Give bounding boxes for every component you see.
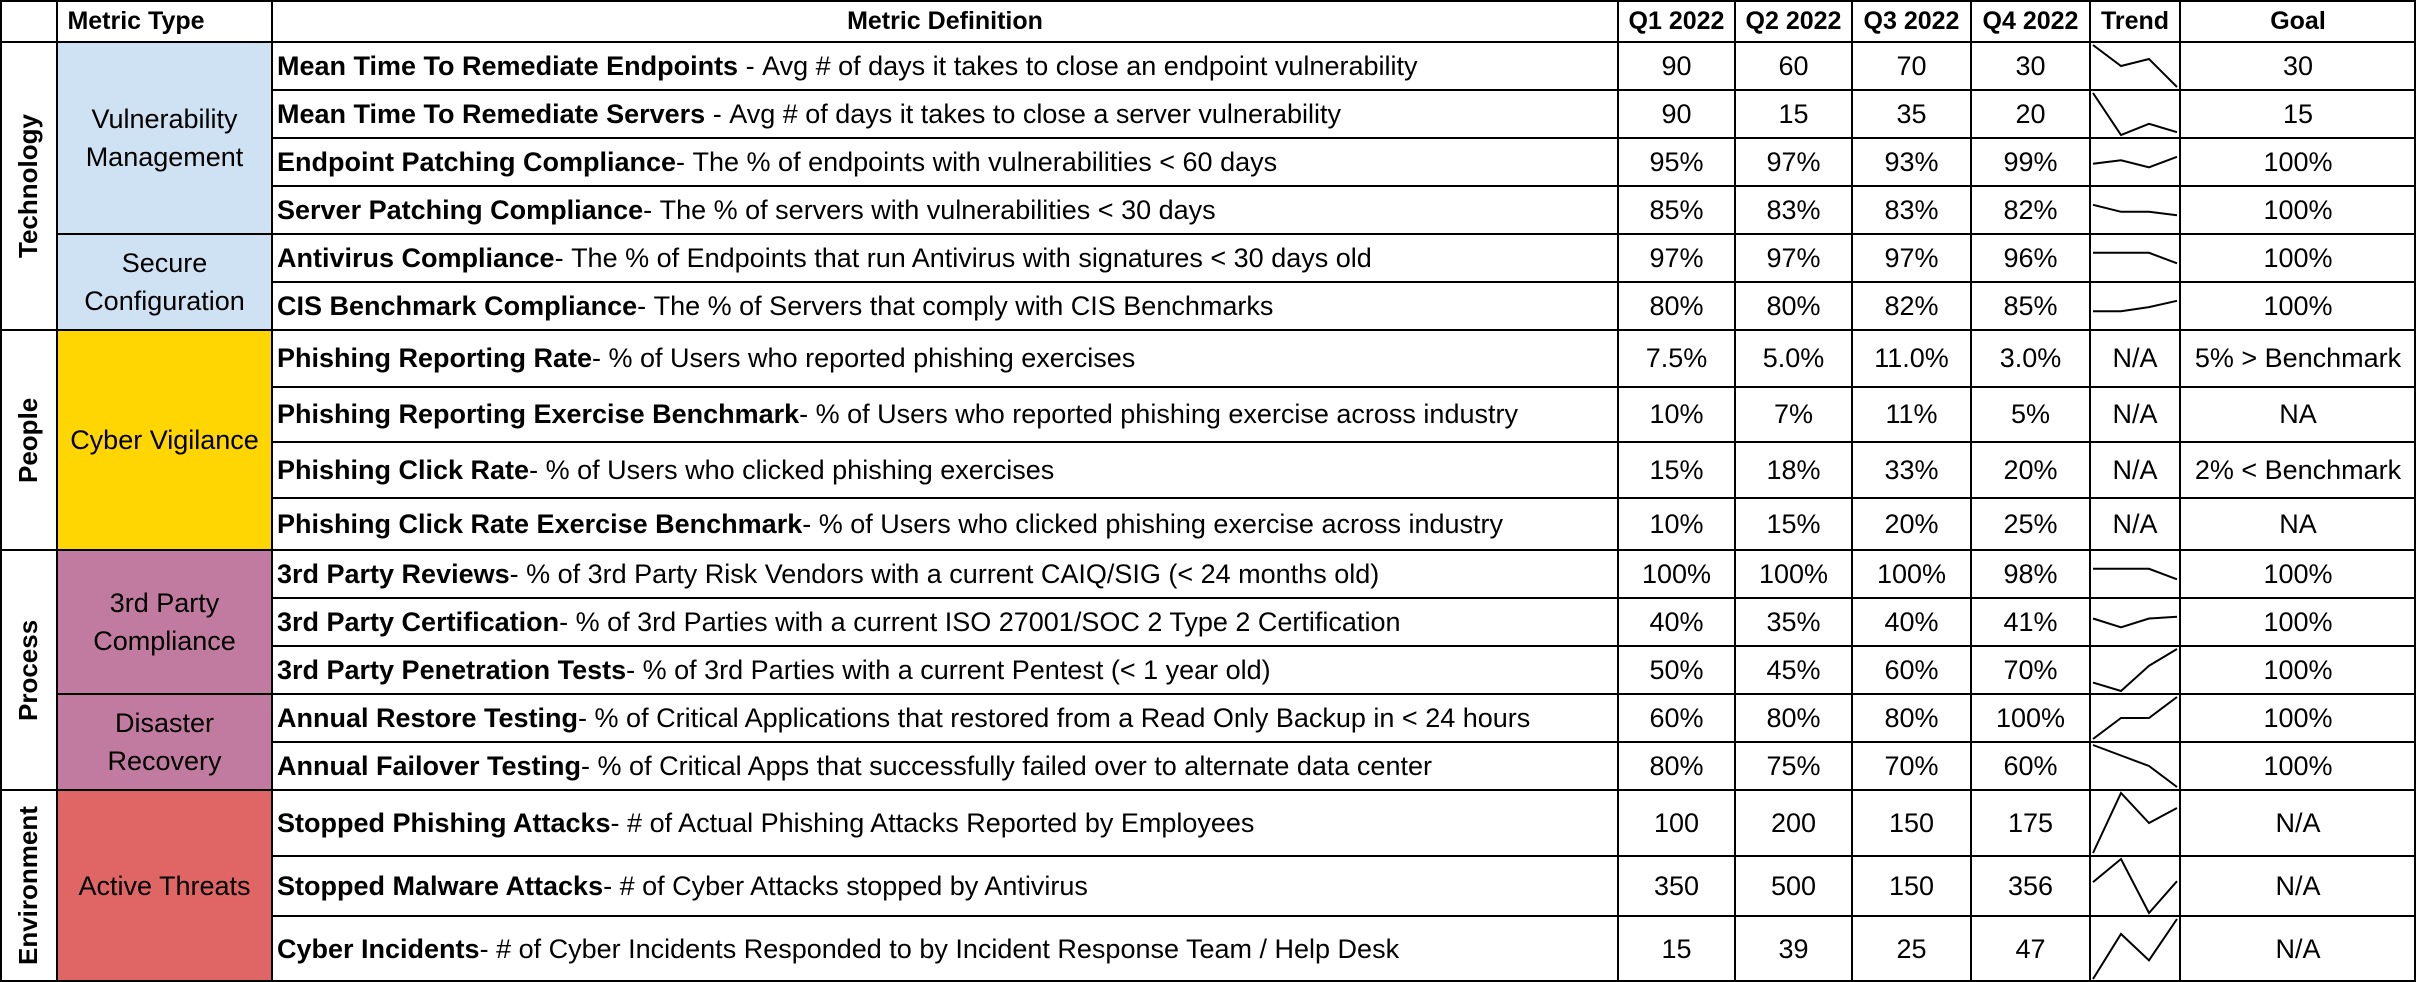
value-q4-2022: 100% [1995,702,2066,733]
metric-separator: - [738,50,763,81]
metric-description: # of Cyber Attacks stopped by Antivirus [619,870,1088,901]
value-q3-2022: 100% [1876,558,1947,589]
grid-line [0,329,2416,332]
value-q3-2022: 82% [1884,290,1939,321]
category-label: Technology [13,114,43,258]
goal-cell: N/A [2275,933,2321,964]
grid-line [272,386,2416,388]
metric-definition-cell [272,694,1618,742]
header-q2-2022: Q2 2022 [1745,6,1842,35]
metric-separator: - [554,242,572,273]
value-q4-2022: 96% [2003,242,2058,273]
grid-line [2179,0,2181,982]
metric-separator: - [578,702,595,733]
value-q1-2022: 350 [1653,870,1700,901]
metric-definition-cell [272,282,1618,330]
metric-separator: - [529,454,546,485]
value-q3-2022: 35 [1896,98,1927,129]
metric-name: Server Patching Compliance [277,194,644,225]
metric-definition-cell [272,742,1618,790]
trend-sparkline [2093,601,2177,643]
value-q1-2022: 80% [1649,750,1704,781]
metric-description: The % of Servers that comply with CIS Benchmarks [653,290,1274,321]
grid-line [0,549,2416,552]
grid-line [272,741,2416,743]
grid-line [272,137,2416,139]
metric-separator: - [592,343,609,373]
value-q1-2022: 15 [1661,933,1692,964]
trend-sparkline [2093,697,2177,739]
grid-line [272,89,2416,91]
trend-sparkline [2093,553,2177,595]
subcategory-label: Disaster Recovery [57,694,272,790]
value-q3-2022: 70% [1884,750,1939,781]
value-q1-2022: 97% [1649,242,1704,273]
value-q2-2022: 100% [1758,558,1829,589]
metric-definition-cell [272,42,1618,90]
subcategory-label: 3rd Party Compliance [57,550,272,694]
trend-sparkline-line [2093,205,2177,216]
trend-sparkline [2093,141,2177,183]
metric-description: The % of endpoints with vulnerabilities < 60 days [692,146,1278,177]
grid-line [1734,0,1736,982]
header-q1-2022: Q1 2022 [1628,6,1725,35]
value-q4-2022: 25% [2003,508,2058,539]
value-q4-2022: 175 [2007,807,2054,838]
goal-cell: 100% [2263,242,2333,273]
value-q3-2022: 70 [1896,50,1927,81]
value-q3-2022: 150 [1888,807,1935,838]
value-q2-2022: 35% [1766,606,1821,637]
value-q1-2022: 10% [1649,399,1704,429]
grid-line [0,41,2416,43]
metric-separator: - [559,606,576,637]
header-goal: Goal [2270,6,2326,35]
subcategory-label: Active Threats [57,790,272,982]
value-q3-2022: 40% [1884,606,1939,637]
metric-separator: - [610,807,628,838]
value-q3-2022: 80% [1884,702,1939,733]
value-q4-2022: 47 [2015,933,2046,964]
trend-sparkline-line [2093,649,2177,691]
grid-line [57,693,272,695]
grid-line [272,645,2416,647]
value-q4-2022: 20% [2003,454,2058,485]
metric-definition-cell [272,387,1618,442]
trend-sparkline [2093,793,2177,853]
trend-sparkline-line [2093,301,2177,312]
metric-name: Phishing Click Rate Exercise Benchmark [277,508,803,539]
value-q2-2022: 60 [1778,50,1809,81]
metric-name: Phishing Reporting Exercise Benchmark [277,399,800,429]
goal-cell: 100% [2263,750,2333,781]
value-q1-2022: 100 [1653,807,1700,838]
value-q3-2022: 11.0% [1874,343,1949,373]
trend-sparkline-line [2093,93,2177,135]
metric-name: Phishing Reporting Rate [277,343,593,373]
grid-line [2089,0,2091,982]
metric-description: Avg # of days it takes to close an endpoint vulnerability [762,50,1418,81]
metric-name: Cyber Incidents [277,933,480,964]
metric-separator: - [637,290,654,321]
value-q4-2022: 30 [2015,50,2046,81]
value-q4-2022: 5% [2010,399,2051,429]
value-q3-2022: 60% [1884,654,1939,685]
trend-sparkline [2093,859,2177,913]
trend-sparkline [2093,649,2177,691]
value-q2-2022: 83% [1766,194,1821,225]
goal-cell: 100% [2263,194,2333,225]
value-q1-2022: 7.5% [1645,343,1708,373]
value-q4-2022: 356 [2007,870,2054,901]
grid-line [0,0,2416,2]
metric-description: # of Actual Phishing Attacks Reported by Employees [627,807,1255,838]
metric-description: The % of servers with vulnerabilities < 30 days [659,194,1216,225]
metric-name: Antivirus Compliance [277,242,555,273]
metric-description: % of Users who reported phishing exercises [608,343,1136,373]
value-q2-2022: 97% [1766,146,1821,177]
value-q4-2022: 99% [2003,146,2058,177]
goal-cell: 100% [2263,146,2333,177]
value-q3-2022: 33% [1884,454,1939,485]
metric-name: 3rd Party Certification [277,606,560,637]
metric-description: % of Users who clicked phishing exercise across industry [818,508,1504,539]
grid-line [1617,0,1619,982]
value-q1-2022: 50% [1649,654,1704,685]
metric-separator: - [603,870,620,901]
value-q2-2022: 80% [1766,290,1821,321]
value-q1-2022: 80% [1649,290,1704,321]
metric-separator: - [643,194,660,225]
metric-description: Avg # of days it takes to close a server vulnerability [729,98,1341,129]
metric-definition-cell [272,598,1618,646]
trend-sparkline-line [2093,157,2177,168]
category-label: People [13,397,43,483]
metric-definition-cell [272,330,1618,387]
metric-definition-cell [272,90,1618,138]
trend-sparkline [2093,745,2177,787]
metric-description: % of Users who reported phishing exercise across industry [815,399,1518,429]
metric-name: Stopped Malware Attacks [277,870,604,901]
metric-description: # of Cyber Incidents Responded to by Incident Response Team / Help Desk [496,933,1400,964]
trend-sparkline-line [2093,697,2177,739]
goal-cell: NA [2279,399,2317,429]
value-q1-2022: 60% [1649,702,1704,733]
metric-definition-cell [272,498,1618,550]
trend-sparkline-line [2093,793,2177,853]
metric-description: % of Critical Apps that successfully failed over to alternate data center [597,750,1432,781]
header-trend: Trend [2100,6,2170,35]
metric-separator: - [676,146,693,177]
metric-definition-cell [272,856,1618,916]
grid-line [272,597,2416,599]
value-q4-2022: 70% [2003,654,2058,685]
metric-separator: - [479,933,497,964]
value-q1-2022: 10% [1649,508,1704,539]
trend-sparkline [2093,45,2177,87]
value-q3-2022: 97% [1884,242,1939,273]
trend-sparkline-line [2093,253,2177,263]
grid-line [272,233,2416,235]
trend-sparkline [2093,93,2177,135]
grid-line [0,0,2,982]
category-label: Environment [13,806,43,966]
grid-line [272,441,2416,443]
grid-line [272,855,2416,857]
value-q1-2022: 40% [1649,606,1704,637]
subcategory-label: Secure Configuration [57,234,272,330]
metric-description: The % of Endpoints that run Antivirus with signatures < 30 days old [571,242,1372,273]
value-q3-2022: 25 [1896,933,1927,964]
metric-definition-cell [272,442,1618,498]
trend-sparkline [2093,285,2177,327]
grid-line [272,497,2416,499]
goal-cell: 100% [2263,558,2333,589]
grid-line [272,281,2416,283]
value-q1-2022: 90 [1661,98,1692,129]
category-label: Process [13,619,43,721]
value-q1-2022: 95% [1649,146,1704,177]
grid-line [56,0,58,982]
value-q2-2022: 80% [1766,702,1821,733]
header-metric-definition: Metric Definition [847,6,1043,35]
trend-sparkline-line [2093,569,2177,580]
value-q4-2022: 60% [2003,750,2058,781]
metric-name: CIS Benchmark Compliance [277,290,638,321]
trend-cell: N/A [2112,454,2158,485]
trend-sparkline-line [2093,919,2177,979]
goal-cell: 5% > Benchmark [2194,343,2402,373]
grid-line [1851,0,1853,982]
trend-sparkline-line [2093,617,2177,628]
goal-cell: N/A [2275,807,2321,838]
metric-separator: - [626,654,643,685]
metric-description: % of 3rd Parties with a current Pentest (< 1 year old) [642,654,1271,685]
metric-separator: - [509,558,527,589]
goal-cell: 2% < Benchmark [2194,454,2402,485]
header-q4-2022: Q4 2022 [1982,6,2079,35]
trend-sparkline [2093,189,2177,231]
metric-name: Annual Failover Testing [277,750,582,781]
trend-sparkline [2093,237,2177,279]
trend-cell: N/A [2112,508,2158,539]
grid-line [0,789,2416,792]
metric-separator: - [705,98,730,129]
value-q4-2022: 98% [2003,558,2058,589]
value-q2-2022: 200 [1770,807,1817,838]
metric-definition-cell [272,916,1618,982]
value-q3-2022: 93% [1884,146,1939,177]
header-q3-2022: Q3 2022 [1863,6,1960,35]
grid-line [272,185,2416,187]
goal-cell: NA [2279,508,2317,539]
metric-definition-cell [272,646,1618,694]
grid-line [57,233,272,235]
metric-name: 3rd Party Penetration Tests [277,654,627,685]
metric-name: 3rd Party Reviews [277,558,510,589]
metric-name: Stopped Phishing Attacks [277,807,611,838]
subcategory-label: Vulnerability Management [57,42,272,234]
grid-line [272,915,2416,917]
metric-name: Mean Time To Remediate Endpoints [277,50,739,81]
trend-sparkline-line [2093,745,2177,787]
value-q4-2022: 20 [2015,98,2046,129]
goal-cell: 30 [2282,50,2314,81]
grid-line [272,693,2416,695]
trend-cell: N/A [2112,343,2158,373]
value-q4-2022: 41% [2003,606,2058,637]
trend-sparkline [2093,919,2177,979]
trend-sparkline-line [2093,859,2177,913]
goal-cell: 100% [2263,702,2333,733]
grid-line [271,0,273,982]
value-q2-2022: 15% [1766,508,1821,539]
goal-cell: 100% [2263,654,2333,685]
value-q3-2022: 83% [1884,194,1939,225]
grid-line [1970,0,1972,982]
metric-definition-cell [272,550,1618,598]
value-q3-2022: 150 [1888,870,1935,901]
value-q3-2022: 20% [1884,508,1939,539]
metric-separator: - [581,750,598,781]
value-q1-2022: 100% [1641,558,1712,589]
trend-cell: N/A [2112,399,2158,429]
value-q4-2022: 85% [2003,290,2058,321]
value-q4-2022: 82% [2003,194,2058,225]
value-q2-2022: 15 [1778,98,1809,129]
metric-definition-cell [272,234,1618,282]
metric-description: % of Critical Applications that restored from a Read Only Backup in < 24 hours [594,702,1531,733]
goal-cell: N/A [2275,870,2321,901]
metric-definition-cell [272,138,1618,186]
value-q2-2022: 500 [1770,870,1817,901]
goal-cell: 100% [2263,606,2333,637]
value-q2-2022: 75% [1766,750,1821,781]
metric-definition-cell [272,790,1618,856]
metric-description: % of Users who clicked phishing exercises [545,454,1055,485]
value-q3-2022: 11% [1885,399,1938,429]
value-q2-2022: 7% [1773,399,1814,429]
value-q2-2022: 18% [1766,454,1821,485]
metric-definition-cell [272,186,1618,234]
goal-cell: 100% [2263,290,2333,321]
value-q2-2022: 39 [1778,933,1809,964]
metric-name: Phishing Click Rate [277,454,530,485]
header-metric-type: Metric Type [67,6,205,35]
subcategory-label: Cyber Vigilance [57,330,272,550]
trend-sparkline-line [2093,45,2177,87]
metric-name: Annual Restore Testing [277,702,579,733]
value-q2-2022: 45% [1766,654,1821,685]
goal-cell: 15 [2282,98,2314,129]
metric-description: % of 3rd Parties with a current ISO 27001/SOC 2 Type 2 Certification [575,606,1401,637]
value-q2-2022: 97% [1766,242,1821,273]
value-q1-2022: 15% [1649,454,1704,485]
metric-separator: - [799,399,816,429]
value-q2-2022: 5.0% [1762,343,1825,373]
metric-name: Endpoint Patching Compliance [277,146,677,177]
metric-separator: - [802,508,819,539]
metric-name: Mean Time To Remediate Servers [277,98,706,129]
metric-description: % of 3rd Party Risk Vendors with a current CAIQ/SIG (< 24 months old) [526,558,1380,589]
value-q1-2022: 85% [1649,194,1704,225]
value-q4-2022: 3.0% [1999,343,2062,373]
value-q1-2022: 90 [1661,50,1692,81]
